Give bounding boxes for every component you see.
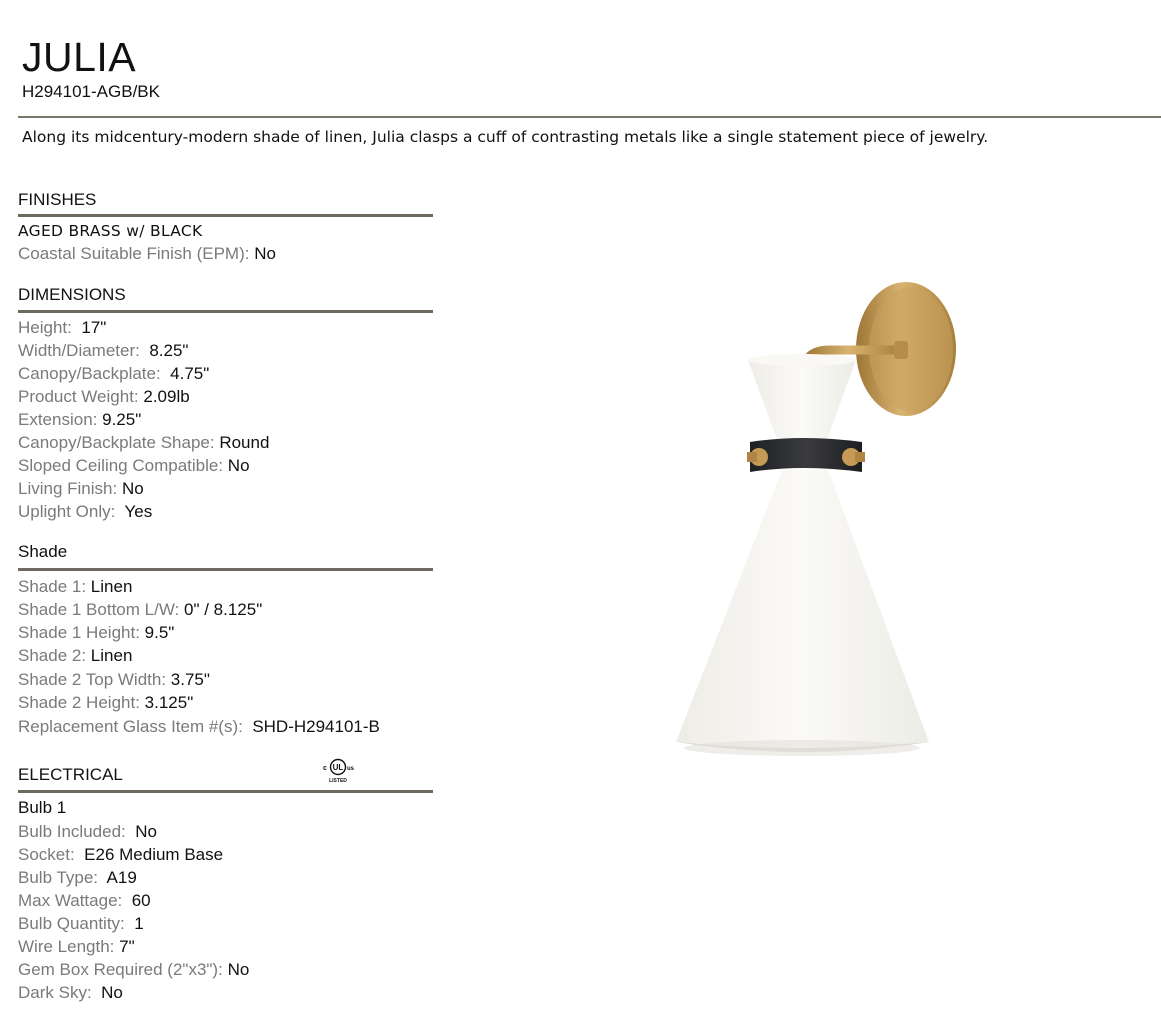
product-image — [670, 282, 960, 764]
spec-value: 3.75" — [170, 670, 210, 689]
cuff-rivet-right-shaft — [855, 452, 865, 462]
spec-label: Extension: — [18, 410, 98, 429]
spec-value: 2.09lb — [143, 387, 190, 406]
product-title: JULIA — [22, 34, 137, 80]
spec-label: Height: — [18, 318, 72, 337]
spec-value: Linen — [90, 646, 133, 665]
spec-row — [18, 645, 132, 667]
shade-opening — [684, 740, 920, 756]
shade-divider — [18, 568, 433, 571]
electrical-heading: ELECTRICAL — [18, 765, 123, 784]
spec-label: Shade 1 Height: — [18, 623, 140, 642]
spec-row — [18, 243, 276, 265]
lower-shade — [676, 470, 929, 752]
spec-row — [18, 821, 157, 843]
spec-label: Bulb Type: — [18, 868, 99, 887]
spec-row — [18, 478, 144, 500]
product-sku: H294101-AGB/BK — [22, 82, 160, 101]
spec-label: Replacement Glass Item #(s): — [18, 717, 243, 736]
cuff-rivet-left-shaft — [747, 452, 757, 462]
spec-value: Round — [219, 433, 270, 452]
spec-row — [18, 622, 174, 644]
spec-row — [18, 317, 106, 339]
bulb-subheading: Bulb 1 — [18, 798, 67, 817]
spec-label: Canopy/Backplate: — [18, 364, 161, 383]
spec-row — [18, 913, 144, 935]
spec-value: E26 Medium Base — [84, 845, 224, 864]
spec-value: No — [101, 983, 123, 1002]
spec-label: Gem Box Required (2"x3"): — [18, 960, 223, 979]
spec-value: 17" — [81, 318, 107, 337]
spec-value: Linen — [90, 577, 133, 596]
spec-label: Bulb Included: — [18, 822, 126, 841]
spec-row — [18, 867, 137, 889]
spec-row — [18, 409, 141, 431]
spec-label: Product Weight: — [18, 387, 139, 406]
spec-row — [18, 386, 190, 408]
spec-row — [18, 890, 151, 912]
ul-listed-mark — [321, 757, 359, 785]
spec-label: Max Wattage: — [18, 891, 123, 910]
spec-value: 9.5" — [144, 623, 175, 642]
spec-row — [18, 844, 223, 866]
spec-row — [18, 599, 262, 621]
spec-row — [18, 982, 123, 1004]
spec-value: A19 — [106, 868, 137, 887]
spec-value: 4.75" — [170, 364, 210, 383]
spec-value: 60 — [131, 891, 151, 910]
spec-row — [18, 576, 132, 598]
dimensions-heading: DIMENSIONS — [18, 285, 126, 304]
electrical-divider — [18, 790, 433, 793]
ul-mark-suffix: us — [347, 766, 355, 772]
spec-value: 1 — [134, 914, 144, 933]
shade-heading: Shade — [18, 542, 68, 561]
upper-shade-top — [748, 354, 856, 366]
spec-label: Dark Sky: — [18, 983, 92, 1002]
spec-label: Coastal Suitable Finish (EPM): — [18, 244, 250, 263]
spec-row — [18, 340, 188, 362]
spec-row — [18, 936, 135, 958]
spec-label: Canopy/Backplate Shape: — [18, 433, 215, 452]
spec-label: Shade 2: — [18, 646, 87, 665]
spec-value: No — [227, 960, 250, 979]
spec-value: SHD-H294101-B — [252, 717, 380, 736]
product-description: Along its midcentury-modern shade of linen, Julia clasps a cuff of contrasting metals like a single statement piece of jewelry. — [22, 128, 989, 146]
arm-collar — [894, 341, 908, 359]
spec-label: Shade 1 Bottom L/W: — [18, 600, 180, 619]
spec-row — [18, 692, 193, 714]
spec-value: No — [254, 244, 276, 263]
spec-value: No — [121, 479, 144, 498]
finishes-heading: FINISHES — [18, 190, 97, 209]
ul-mark-prefix: c — [323, 765, 327, 772]
spec-label: Wire Length: — [18, 937, 115, 956]
spec-value: Yes — [124, 502, 153, 521]
spec-value: 7" — [119, 937, 135, 956]
spec-label: Uplight Only: — [18, 502, 116, 521]
spec-label: Shade 1: — [18, 577, 87, 596]
spec-row — [18, 363, 209, 385]
spec-row — [18, 959, 249, 981]
spec-value: 8.25" — [149, 341, 189, 360]
spec-label: Shade 2 Height: — [18, 693, 140, 712]
spec-row — [18, 716, 380, 738]
ul-mark-letters: UL — [332, 763, 344, 772]
spec-label: Sloped Ceiling Compatible: — [18, 456, 224, 475]
finishes-divider — [18, 214, 433, 217]
spec-row — [18, 455, 250, 477]
spec-label: Width/Diameter: — [18, 341, 140, 360]
spec-row — [18, 669, 210, 691]
spec-label: Living Finish: — [18, 479, 118, 498]
spec-value: 9.25" — [102, 410, 142, 429]
spec-label: Bulb Quantity: — [18, 914, 125, 933]
upper-shade — [748, 354, 856, 442]
header-divider — [18, 116, 1161, 118]
spec-label: Socket: — [18, 845, 75, 864]
spec-row — [18, 432, 269, 454]
spec-value: 0" / 8.125" — [184, 600, 263, 619]
spec-row — [18, 501, 152, 523]
spec-label: Shade 2 Top Width: — [18, 670, 167, 689]
finish-name: AGED BRASS w/ BLACK — [18, 222, 203, 240]
dimensions-divider — [18, 310, 433, 313]
ul-mark-caption: LISTED — [329, 778, 347, 784]
spec-value: No — [135, 822, 157, 841]
spec-value: No — [227, 456, 250, 475]
spec-value: 3.125" — [144, 693, 194, 712]
